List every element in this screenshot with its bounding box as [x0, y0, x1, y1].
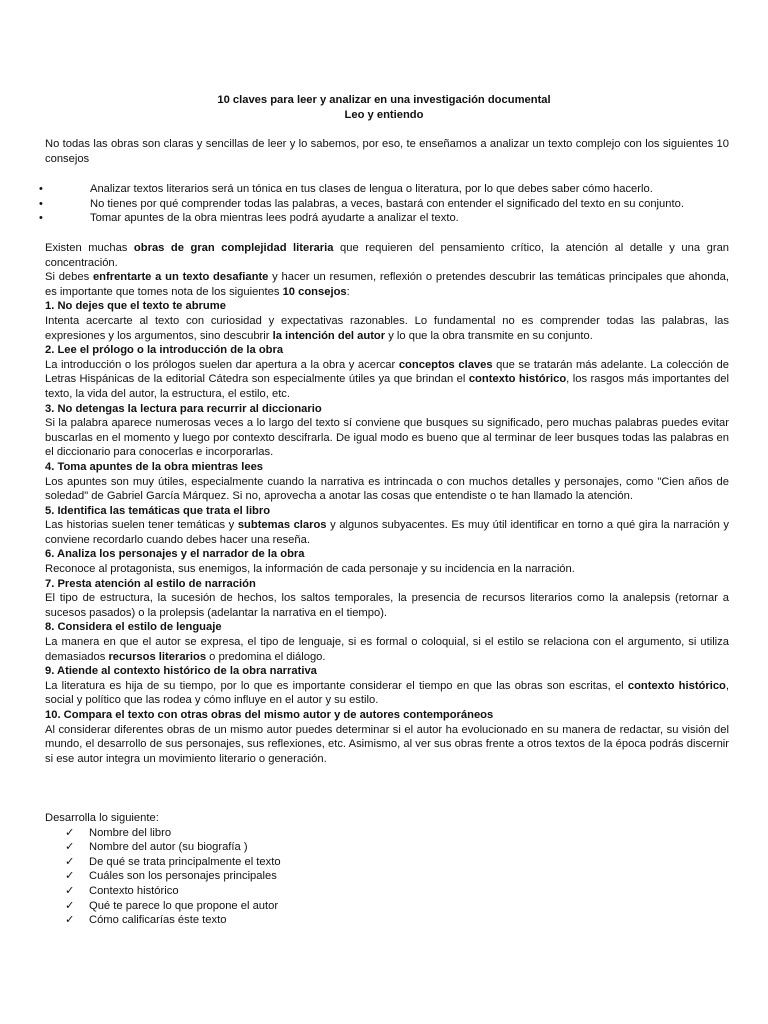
- text-run: Si la palabra aparece numerosas veces a lo largo del texto sí conviene que busques su significado, pero muchas palabras puedes evitar buscarlas en el momento y luego por contexto descifrarla. De igual modo es bueno que al terminar de leer busques todas las palabras en el diccionario para conocerlas e incorporarlas.: [45, 417, 729, 459]
- document-subtitle: Leo y entiendo: [344, 108, 424, 121]
- tip-body: [45, 416, 729, 460]
- bold-run: subtemas claros: [237, 519, 327, 532]
- bold-run: enfrentarte a un texto desafiante: [92, 271, 269, 284]
- task-checklist: [45, 826, 729, 928]
- bold-run: recursos literarios: [108, 650, 207, 663]
- paragraph-complexity: [45, 241, 729, 270]
- text-run: o predomina el diálogo.: [206, 650, 326, 663]
- text-run: , los rasgos más importantes del texto, la vida del autor, la estructura, el estilo, etc.: [45, 373, 729, 400]
- tip-body: [45, 518, 729, 547]
- bold-run: 10 consejos: [282, 285, 347, 298]
- bullet-list: [39, 182, 729, 226]
- tip-body: [45, 635, 729, 664]
- tip-heading: 6. Analiza los personajes y el narrador de la obra: [45, 548, 305, 561]
- text-run: Los apuntes son muy útiles, especialmente cuando la narrativa es intrincada o con muchos detalles y personajes, como "Cien años de soledad" de Gabriel García Márquez. Si no, aprovecha a anotar las cosas que entendiste o te han llamado la atención.: [45, 475, 729, 503]
- bullet-text: No tienes por qué comprender todas las palabras, a veces, bastará con entender el significado del texto en su conjunto.: [90, 197, 684, 210]
- tip-body: [45, 475, 729, 504]
- text-run: que se tratarán más adelante. La colección de Letras Hispánicas de la editorial Cátedra son especialmente útiles ya que brindan el: [45, 358, 730, 386]
- text-run: Si debes: [45, 271, 93, 284]
- task-item-label: Cuáles son los personajes principales: [89, 870, 277, 883]
- paragraph-challenge: [45, 270, 729, 299]
- document-title: 10 claves para leer y analizar en una investigación documental: [217, 94, 551, 106]
- checkmark-icon: ✓: [65, 914, 75, 927]
- bold-run: obras de gran complejidad literaria: [133, 242, 334, 254]
- checkmark-icon: ✓: [65, 841, 75, 854]
- tip-heading: 1. No dejes que el texto te abrume: [45, 300, 226, 313]
- task-item: [65, 913, 729, 928]
- bold-run: contexto histórico: [468, 373, 567, 386]
- bullet-item: [39, 182, 729, 197]
- bullet-icon: •: [39, 197, 43, 210]
- text-run: que requieren del pensamiento crítico, la atención al detalle y una gran concentración.: [45, 242, 730, 269]
- bold-run: conceptos claves: [398, 358, 493, 371]
- document-header: [0, 93, 768, 122]
- tip-body: [45, 591, 729, 620]
- document-body: [45, 241, 729, 766]
- tip-body: [45, 679, 729, 708]
- bold-run: la intención del autor: [272, 329, 386, 342]
- bullet-text: Tomar apuntes de la obra mientras lees podrá ayudarte a analizar el texto.: [90, 212, 459, 225]
- checkmark-icon: ✓: [65, 826, 75, 839]
- checkmark-icon: ✓: [65, 855, 75, 868]
- text-run: La literatura es hija de su tiempo, por lo que es importante considerar el tiempo en que las obras son escritas, el: [45, 679, 628, 692]
- text-run: Existen muchas: [45, 242, 134, 254]
- text-run: Las historias suelen tener temáticas y: [45, 519, 238, 532]
- tip-heading: 2. Lee el prólogo o la introducción de la obra: [45, 344, 284, 357]
- tip-heading: 4. Toma apuntes de la obra mientras lees: [45, 460, 264, 473]
- tip-body: [45, 723, 729, 767]
- task-item-label: Qué te parece lo que propone el autor: [89, 899, 279, 912]
- bullet-icon: •: [39, 212, 43, 225]
- task-item-label: De qué se trata principalmente el texto: [89, 855, 281, 868]
- task-item-label: Nombre del libro: [89, 826, 172, 839]
- text-run: La introducción o los prólogos suelen dar apertura a la obra y acercar: [45, 358, 399, 371]
- task-intro: Desarrolla lo siguiente:: [45, 812, 159, 824]
- text-run: , social y político que las rodea y cómo influye en el autor y su estilo.: [45, 679, 730, 707]
- intro-paragraph: No todas las obras son claras y sencillas de leer y lo sabemos, por eso, te enseñamos a analizar un texto complejo con los siguientes 10 consejos: [45, 138, 729, 165]
- text-run: Al considerar diferentes obras de un mismo autor puedes determinar si el autor ha evolucionado en su manera de redactar, su visión del mundo, el desarrollo de sus personajes, sus reflexiones, etc. Asimismo, al ver sus obras frente a otros textos de la época podrás discernir si ese autor integra un movimiento literario o generación.: [45, 723, 729, 765]
- text-run: Reconoce al protagonista, sus enemigos, la información de cada personaje y su incidencia en la narración.: [45, 563, 575, 576]
- checkmark-icon: ✓: [65, 884, 75, 897]
- task-item: [65, 826, 729, 841]
- tip-body: [45, 562, 729, 577]
- task-section: [45, 811, 729, 928]
- tip-heading: 3. No detengas la lectura para recurrir al diccionario: [45, 402, 322, 415]
- checkmark-icon: ✓: [65, 870, 75, 883]
- text-run: La manera en que el autor se expresa, el tipo de lenguaje, si es formal o coloquial, si el estilo se relaciona con el argumento, si utiliza demasiados: [45, 636, 729, 663]
- bullet-text: Analizar textos literarios será un tónica en tus clases de lengua o literatura, por lo que debes saber cómo hacerlo.: [90, 183, 653, 195]
- task-item-label: Contexto histórico: [89, 884, 179, 897]
- task-item-label: Cómo calificarías éste texto: [89, 914, 227, 927]
- task-item: [65, 855, 729, 870]
- bullet-item: [39, 211, 729, 226]
- text-run: y algunos subyacentes. Es muy útil identificar en torno a qué gira la narración y conviene recordarlo cuando debes hacer una reseña.: [45, 519, 729, 546]
- text-run: y hacer un resumen, reflexión o pretendes descubrir las temáticas principales que ahonda, es importante que tomes nota de los siguientes: [45, 271, 729, 298]
- bold-run: contexto histórico: [627, 679, 726, 692]
- task-item: [65, 899, 729, 914]
- task-item: [65, 869, 729, 884]
- bullet-icon: •: [39, 183, 43, 195]
- tip-heading: 10. Compara el texto con otras obras del mismo autor y de autores contemporáneos: [45, 709, 494, 721]
- task-item: [65, 840, 729, 855]
- tip-heading: 5. Identifica las temáticas que trata el libro: [45, 504, 271, 517]
- task-item: [65, 884, 729, 899]
- tip-body: [45, 358, 729, 402]
- tip-heading: 7. Presta atención al estilo de narración: [45, 577, 256, 590]
- tip-heading: 9. Atiende al contexto histórico de la obra narrativa: [45, 665, 317, 678]
- checkmark-icon: ✓: [65, 899, 75, 912]
- text-run: :: [346, 285, 350, 298]
- tip-body: [45, 314, 729, 343]
- text-run: Intenta acercarte al texto con curiosidad y expectativas razonables. Lo fundamental no es comprender todas las palabras, las expresiones y los argumentos, sino descubrir: [45, 314, 729, 342]
- task-item-label: Nombre del autor (su biografía ): [89, 841, 248, 854]
- tip-heading: 8. Considera el estilo de lenguaje: [45, 621, 222, 634]
- text-run: y lo que la obra transmite en su conjunto.: [385, 329, 593, 342]
- tips-list: [45, 299, 729, 766]
- text-run: El tipo de estructura, la sucesión de hechos, los saltos temporales, la presencia de recursos literarios como la analepsis (retornar a sucesos pasados) o la prolepsis (adelantar la narrativa en el tiempo).: [45, 592, 729, 619]
- bullet-item: [39, 197, 729, 212]
